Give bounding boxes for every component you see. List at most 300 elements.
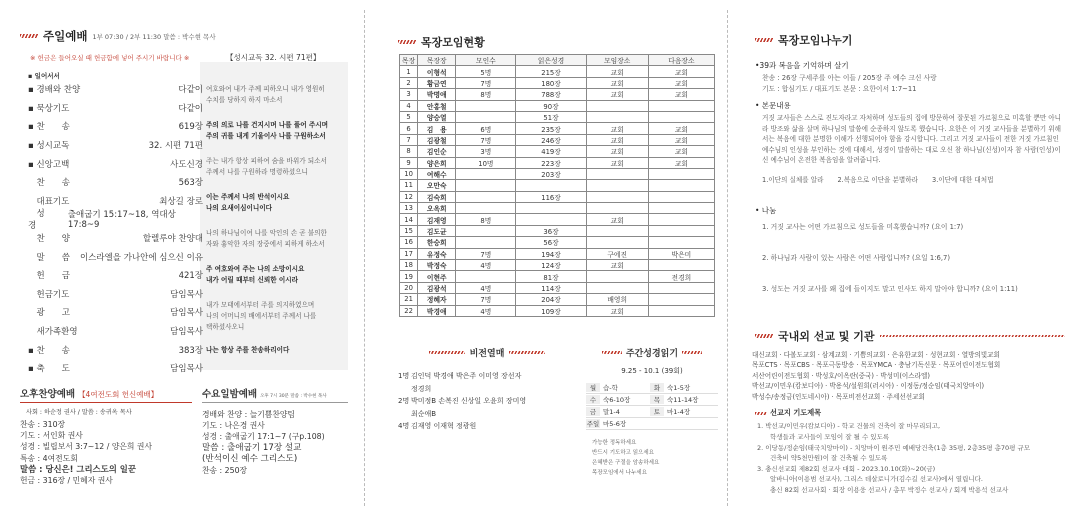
title-decoration (682, 351, 702, 354)
table-cell: 전경희 (648, 271, 714, 282)
wednesday-line: (반석이신 예수 그리스도) (202, 453, 298, 464)
prayer-line: 충신 82회 선교사회 · 회장 이용웅 선교사 / 총무 박정수 선교사 / 회계 박용석 선교사 (757, 486, 1009, 495)
table-cell: 오옥희 (418, 203, 456, 214)
table-cell (456, 225, 516, 236)
table-cell (456, 191, 516, 202)
table-row (400, 260, 715, 271)
table-cell: 204장 (516, 294, 586, 305)
table-cell: 교회 (586, 260, 648, 271)
table-cell (648, 294, 714, 305)
share-title: • 나눔 (755, 205, 777, 215)
table-cell (456, 271, 516, 282)
responsive-line: 수치를 당하지 하지 마소서 (206, 96, 283, 104)
table-cell: 6명 (456, 123, 516, 134)
table-cell: 6 (400, 123, 418, 134)
lesson-point: 3.이단에 대한 대처법 (932, 175, 994, 184)
order-item: ▪ 경배와 찬양 (28, 85, 81, 96)
sunday-service-title: 주일예배 (43, 29, 88, 43)
responsive-line: 주의 의로 나를 건지시며 나를 풀어 주시며 (206, 121, 329, 129)
table-cell: 박경애 (418, 305, 456, 316)
table-cell: 교회 (586, 214, 648, 225)
lesson-info (762, 73, 1065, 94)
table-cell: 3명 (456, 146, 516, 157)
table-cell (516, 214, 586, 225)
table-cell: 14 (400, 214, 418, 225)
table-cell (648, 111, 714, 122)
reading-chapter: 습-학 (603, 384, 618, 392)
reading-row (586, 406, 718, 418)
vision-fruit-title: 비전열매 (469, 349, 505, 359)
title-decoration (602, 351, 622, 354)
afternoon-service-title: 오후찬양예배 (20, 389, 76, 400)
table-row (400, 225, 715, 236)
body-title: • 본문내용 (755, 101, 791, 110)
wednesday-service-subtitle: 오후 7시 30분 말씀 : 박수현 목사 (260, 394, 327, 399)
responsive-verse (206, 156, 346, 178)
table-cell (648, 282, 714, 293)
responsive-line: 자와 흉악한 자의 장중에서 피하게 하소서 (206, 240, 325, 248)
table-cell: 황금연 (418, 77, 456, 88)
table-cell (586, 282, 648, 293)
responsive-line: 주는 내가 항상 피하여 숨을 바위가 되소서 (206, 157, 327, 165)
title-decoration (429, 351, 465, 354)
responsive-line: 나의 어머니의 배에서부터 주께서 나를 (206, 312, 317, 320)
responsive-line: 주께서 나를 구원하라 명령하셨으니 (206, 168, 308, 176)
reading-chapter: 말1-4 (603, 408, 620, 416)
table-cell: 15 (400, 225, 418, 236)
mission-line: 대신교회 · 다볼도교회 · 삼계교회 · 기쁨의교회 · 은유한교회 · 성현교회 · 열방의빛교회 (752, 350, 1000, 359)
prayer-line: 2. 이당동/정순임(태국치앙마이) - 치앙마이 원주민 예배당건축(1층 35평, 2층35평 총70평 규모 (757, 443, 1031, 452)
reading-day: 수 (586, 395, 600, 404)
reading-chapter: 숙11-14장 (667, 396, 699, 404)
table-cell (586, 111, 648, 122)
title-decoration (755, 38, 773, 42)
sunday-service-times: 1부 07:30 / 2부 11:30 말씀 : 박수현 목사 (92, 32, 216, 41)
table-cell (586, 168, 648, 179)
reading-tip: 가능한 정독하세요 (592, 440, 637, 446)
order-value: 421장 (178, 271, 203, 282)
table-cell: 김숙희 (418, 191, 456, 202)
lesson-points (762, 174, 1065, 184)
table-header-cell: 모임장소 (586, 55, 648, 66)
table-cell: 419장 (516, 146, 586, 157)
table-cell: 11 (400, 180, 418, 191)
table-cell: 114장 (516, 282, 586, 293)
responsive-line: 주 여호와여 주는 나의 소망이시요 (206, 265, 305, 273)
prayer-list (757, 421, 1065, 495)
table-cell (456, 180, 516, 191)
table-cell: 180장 (516, 77, 586, 88)
vision-item (398, 420, 576, 433)
order-item: ▪ 묵상기도 (28, 103, 70, 114)
table-cell: 8명 (456, 89, 516, 100)
table-cell: 12 (400, 191, 418, 202)
weekly-reading-tips (592, 438, 718, 478)
order-item: ▪ 신앙고백 (28, 159, 70, 170)
responsive-line: 주의 귀를 내게 기울이사 나를 구원하소서 (206, 132, 326, 140)
wednesday-service (202, 386, 352, 476)
wednesday-line: 말씀 : 출애굽기 17장 설교 (202, 442, 302, 453)
afternoon-line: 특송 : 4여전도회 (20, 453, 78, 463)
table-cell (648, 225, 714, 236)
order-value: 다같이 (178, 85, 203, 96)
reading-chapter: 마1-4장 (667, 408, 691, 416)
table-cell: 223장 (516, 157, 586, 168)
table-cell: 22 (400, 305, 418, 316)
lesson-info-line: 찬송 : 26장 구세주를 아는 이들 / 205장 주 예수 크신 사랑 (762, 74, 937, 82)
cell-status-title: 목장모임현황 (421, 36, 485, 49)
order-row (28, 154, 203, 173)
order-row (28, 285, 203, 304)
body-text: 거짓 교사들은 스스로 진도자라고 자처하며 성도들의 집에 방문하여 잘못된 가르침으로 미혹할 뿐만 아니라 방조와 삶을 살며 하나님의 말씀에 순종하지 않도록 했습니다. 요한은 이 거짓 교사들을 분별하기 위해서는 복음에 대한 분명한 이해가 선행되어야 함을 강시합니다. 그리고 거짓 교사들이 전한 거짓 가르침인 예수님의 인성을 부인하는 것에 대해서, 성경이 말씀하는 대로 오신 참 하나님(신성)이자 참 사람(인성)이신 예수님이 온전한 복음임을 알려줍니다. (762, 114, 1062, 164)
vision-item (398, 370, 576, 395)
lesson-title: •39과 복음을 기억하며 살기 (755, 61, 849, 70)
table-row (400, 191, 715, 202)
table-header-row (400, 55, 715, 66)
cell-sharing-title: 목장모임나누기 (778, 34, 853, 47)
order-item: ▪ 찬 송 (28, 345, 70, 356)
table-cell (456, 168, 516, 179)
table-row (400, 305, 715, 316)
title-decoration (398, 40, 416, 44)
vision-fruit (398, 346, 576, 433)
table-header-cell: 목장장 (418, 55, 456, 66)
table-cell: 김 용 (418, 123, 456, 134)
responsive-reading (206, 84, 346, 370)
order-row (28, 322, 203, 341)
table-row (400, 282, 715, 293)
table-cell: 교회 (586, 123, 648, 134)
title-decoration (755, 334, 773, 338)
table-cell: 교회 (648, 123, 714, 134)
table-cell: 박은미 (648, 248, 714, 259)
prayer-line: 학생들과 교사들이 모임이 잘 될 수 있도록 (757, 433, 890, 442)
order-row (28, 266, 203, 285)
table-cell (516, 203, 586, 214)
order-item: 찬 양 (28, 234, 70, 245)
table-cell: 51장 (516, 111, 586, 122)
worship-order (28, 80, 203, 378)
order-row (28, 340, 203, 359)
vision-fruit-list (398, 370, 576, 433)
verse-header: 【성시교독 32. 시편 71편】 (226, 53, 321, 62)
vision-names (410, 395, 526, 420)
prayer-header (755, 408, 1065, 418)
offering-notice: ※ 헌금은 들어오실 때 헌금함에 넣어 주시기 바랍니다 ※ (30, 54, 190, 62)
order-row (28, 359, 203, 378)
vision-names (410, 420, 476, 433)
afternoon-line: 성경 : 빌립보서 3:7~12 / 양은희 권사 (20, 442, 152, 452)
responsive-verse (206, 264, 346, 286)
table-header-cell: 목장 (400, 55, 418, 66)
vision-line: 김인덕 박경애 박은주 이미영 장선자 (411, 372, 522, 380)
table-row (400, 271, 715, 282)
page-divider-left (364, 10, 365, 506)
responsive-line: 내가 어릴 때부터 신뢰한 이시라 (206, 276, 298, 284)
table-cell: 7명 (456, 248, 516, 259)
table-cell: 교회 (648, 66, 714, 77)
order-value: 최상길 장로 (159, 196, 203, 207)
table-cell: 김광철 (418, 134, 456, 145)
responsive-verse (206, 84, 346, 106)
table-cell (648, 191, 714, 202)
table-cell (456, 203, 516, 214)
table-cell: 오만숙 (418, 180, 456, 191)
table-row (400, 294, 715, 305)
table-cell: 4명 (456, 260, 516, 271)
responsive-line: 내가 모태에서부터 주를 의지하였으며 (206, 301, 315, 309)
table-cell: 10명 (456, 157, 516, 168)
cell-status-table (399, 54, 715, 317)
order-row (28, 303, 203, 322)
table-cell (516, 180, 586, 191)
order-row (28, 173, 203, 192)
table-cell (456, 111, 516, 122)
afternoon-lines (20, 419, 190, 486)
table-cell: 교회 (586, 134, 648, 145)
table-header-cell: 읽은성경 (516, 55, 586, 66)
table-cell: 10 (400, 168, 418, 179)
reading-tip: 은혜받은 구절을 암송하세요 (592, 460, 660, 466)
reading-day: 화 (650, 383, 664, 392)
table-cell: 배영희 (586, 294, 648, 305)
afternoon-service (20, 386, 190, 486)
table-cell (648, 100, 714, 111)
table-cell: 235장 (516, 123, 586, 134)
table-cell: 박명애 (418, 89, 456, 100)
order-item: 헌 금 (28, 271, 70, 282)
table-cell: 교회 (586, 305, 648, 316)
reading-tip: 반드시 기도하고 읽으세요 (592, 450, 654, 456)
table-cell (586, 180, 648, 191)
order-row (28, 99, 203, 118)
table-header-cell: 모인수 (456, 55, 516, 66)
table-row (400, 134, 715, 145)
table-cell (586, 100, 648, 111)
order-item: ▪ 축 도 (28, 364, 70, 375)
responsive-line: 택하셨사오니 (206, 323, 245, 331)
wednesday-line: 경배와 찬양 : 늘기쁨찬양팀 (202, 410, 295, 419)
order-value: 담임목사 (170, 327, 203, 338)
vision-item (398, 395, 576, 420)
order-item: ▪ 찬 송 (28, 122, 70, 133)
order-value: 담임목사 (170, 289, 203, 300)
lesson-info-line: 기도 : 합심기도 / 대표기도 본문 : 요한이서 1:7~11 (762, 84, 917, 93)
reading-tip: 목장모임에서 나누세요 (592, 470, 647, 476)
reading-day: 월 (586, 383, 600, 392)
order-value: 563장 (178, 178, 203, 189)
table-cell: 한승희 (418, 237, 456, 248)
order-value: 담임목사 (170, 364, 203, 375)
table-cell (648, 214, 714, 225)
table-cell: 56장 (516, 237, 586, 248)
table-cell: 교회 (586, 146, 648, 157)
mission-list (752, 350, 1065, 403)
table-row (400, 89, 715, 100)
responsive-line: 나는 항상 주를 찬송하리이다 (206, 346, 290, 354)
order-row (28, 229, 203, 248)
order-item: 광 고 (28, 308, 70, 319)
wednesday-line: 찬송 : 250장 (202, 466, 248, 476)
table-cell: 이형석 (418, 66, 456, 77)
table-cell: 박정숙 (418, 260, 456, 271)
prayer-title: 선교지 기도제목 (770, 408, 822, 418)
prayer-line: 알바니아(이용범 선교사), 그리스 데살로니가(김수길 선교사)에서 열립니다. (757, 475, 983, 484)
lesson-point: 2.복음으로 이단을 분별하라 (837, 175, 919, 184)
table-cell: 81장 (516, 271, 586, 282)
table-cell: 7명 (456, 134, 516, 145)
table-row (400, 203, 715, 214)
table-cell (648, 260, 714, 271)
table-cell: 교회 (586, 89, 648, 100)
table-cell: 215장 (516, 66, 586, 77)
table-cell: 양승열 (418, 111, 456, 122)
table-cell: 교회 (586, 77, 648, 88)
middle-panel-header (398, 34, 698, 50)
afternoon-line: 찬송 : 310장 (20, 420, 66, 429)
table-cell: 2 (400, 77, 418, 88)
table-cell: 17 (400, 248, 418, 259)
responsive-line: 이는 주께서 나의 반석이시요 (206, 193, 290, 201)
table-cell: 788장 (516, 89, 586, 100)
table-row (400, 157, 715, 168)
table-cell: 김인순 (418, 146, 456, 157)
responsive-verse (206, 228, 346, 250)
share-question: 2. 하나님과 사람이 있는 사람은 어떤 사람입니까? (요일 1:6,7) (762, 253, 950, 262)
table-cell: 3 (400, 89, 418, 100)
table-cell: 정혜자 (418, 294, 456, 305)
right-panel (752, 32, 1065, 496)
table-cell: 5 (400, 111, 418, 122)
table-cell: 1 (400, 66, 418, 77)
order-value: 출애굽기 15:17~18, 역대상 17:8~9 (67, 210, 176, 231)
table-cell: 교회 (648, 146, 714, 157)
table-row (400, 100, 715, 111)
table-cell: 4명 (456, 305, 516, 316)
table-cell: 8명 (456, 214, 516, 225)
table-cell: 16 (400, 237, 418, 248)
page-divider-right (727, 10, 728, 506)
table-row (400, 168, 715, 179)
table-cell: 김광석 (418, 282, 456, 293)
order-value: 사도신경 (170, 159, 203, 170)
title-decoration (509, 351, 545, 354)
table-row (400, 111, 715, 122)
table-cell: 교회 (648, 157, 714, 168)
table-row (400, 146, 715, 157)
table-cell (648, 237, 714, 248)
vision-line: 박미정B 손복진 신상일 오윤희 장미영 (411, 397, 527, 405)
reading-chapter: 마5-6장 (603, 420, 627, 428)
table-cell: 김재영 (418, 214, 456, 225)
order-row (28, 247, 203, 266)
table-row (400, 214, 715, 225)
table-cell: 5명 (456, 66, 516, 77)
table-cell: 7명 (456, 77, 516, 88)
vision-names (410, 370, 521, 395)
prayer-line: 건축비 약5천만원)이 잘 건축될 수 있도록 (757, 454, 888, 463)
table-cell: 교회 (586, 66, 648, 77)
order-row (28, 80, 203, 99)
reading-day: 목 (650, 395, 664, 404)
mission-line: 박성수/송정금(인도네시아) · 목포비전선교회 · 주세선선교회 (752, 392, 925, 401)
responsive-line: 여호와여 내가 주께 피하오니 내가 영원히 (206, 85, 325, 93)
order-item: ▪ 성시교독 (28, 141, 70, 152)
weekly-reading-title: 주간성경읽기 (625, 349, 679, 359)
afternoon-line: 말씀 : 당신은! 그리스도의 일꾼 (20, 463, 136, 474)
responsive-verse (206, 300, 346, 333)
responsive-verse (206, 192, 346, 214)
table-header-cell: 다음장소 (648, 55, 714, 66)
order-item: 말 씀 (28, 252, 70, 263)
mission-line: 목포CTS · 목포CBS · 목포극동방송 · 목포YMCA · 충남기독신문 · 목포어린이전도협회 (752, 361, 1001, 370)
share-question: 1. 거짓 교사는 어떤 가르침으로 성도들을 미혹했습니까? (요이 1:7) (762, 222, 964, 231)
table-cell (648, 168, 714, 179)
table-cell: 교회 (648, 77, 714, 88)
order-value: 32. 시편 71편 (148, 141, 203, 152)
order-value: 383장 (178, 345, 203, 356)
afternoon-service-subtitle: 【4여전도회 헌신예배】 (78, 390, 159, 399)
table-cell (586, 203, 648, 214)
table-cell: 13 (400, 203, 418, 214)
table-cell (648, 203, 714, 214)
order-item: 새가족환영 (28, 327, 78, 338)
table-cell (648, 305, 714, 316)
prayer-line: 3. 충신선교회 제82회 선교사 대회 - 2023.10.10(화)~20(금) (757, 464, 936, 473)
share-questions (762, 217, 1065, 310)
table-row (400, 77, 715, 88)
title-decoration (880, 335, 1066, 337)
title-decoration (20, 34, 38, 38)
order-item: 찬 송 (28, 178, 70, 189)
weekly-reading-grid (586, 382, 718, 430)
vision-count: 4명 (398, 422, 410, 430)
table-cell: 124장 (516, 260, 586, 271)
responsive-verse (206, 345, 346, 356)
reading-chapter: 숙1-5장 (667, 384, 691, 392)
table-cell: 36장 (516, 225, 586, 236)
table-cell (456, 100, 516, 111)
wednesday-service-title: 수요일밤예배 (202, 389, 258, 400)
table-cell: 21 (400, 294, 418, 305)
table-row (400, 248, 715, 259)
reading-row (586, 382, 718, 394)
table-cell: 203장 (516, 168, 586, 179)
table-cell: 116장 (516, 191, 586, 202)
share-question: 3. 성도는 거짓 교사를 왜 집에 들이지도 말고 인사도 하지 말아야 합니까? (요이 1:11) (762, 284, 1018, 293)
afternoon-host: 사회 : 하순정 권사 / 말씀 : 송귀옥 목사 (26, 409, 132, 416)
vision-line: 김재영 이재혁 정광원 (411, 422, 477, 430)
table-cell: 교회 (648, 89, 714, 100)
table-row (400, 123, 715, 134)
vision-line: 정경희 (411, 384, 432, 393)
table-cell: 교회 (586, 157, 648, 168)
mission-line: 서산어린이전도협회 · 박성호/이옥란(중국) · 박성미(이스라엘) (752, 371, 930, 380)
table-cell: 18 (400, 260, 418, 271)
responsive-line: 나의 하나님이여 나를 악인의 손 곧 불의한 (206, 229, 327, 237)
table-cell: 4명 (456, 282, 516, 293)
table-row (400, 237, 715, 248)
reading-chapter: 숙6-10장 (603, 396, 631, 404)
order-value: 619장 (178, 122, 203, 133)
table-row (400, 180, 715, 191)
table-cell: 246장 (516, 134, 586, 145)
order-item: 성 경 (28, 209, 62, 232)
table-cell (456, 237, 516, 248)
table-cell: 109장 (516, 305, 586, 316)
table-cell: 90장 (516, 100, 586, 111)
table-cell: 8 (400, 146, 418, 157)
